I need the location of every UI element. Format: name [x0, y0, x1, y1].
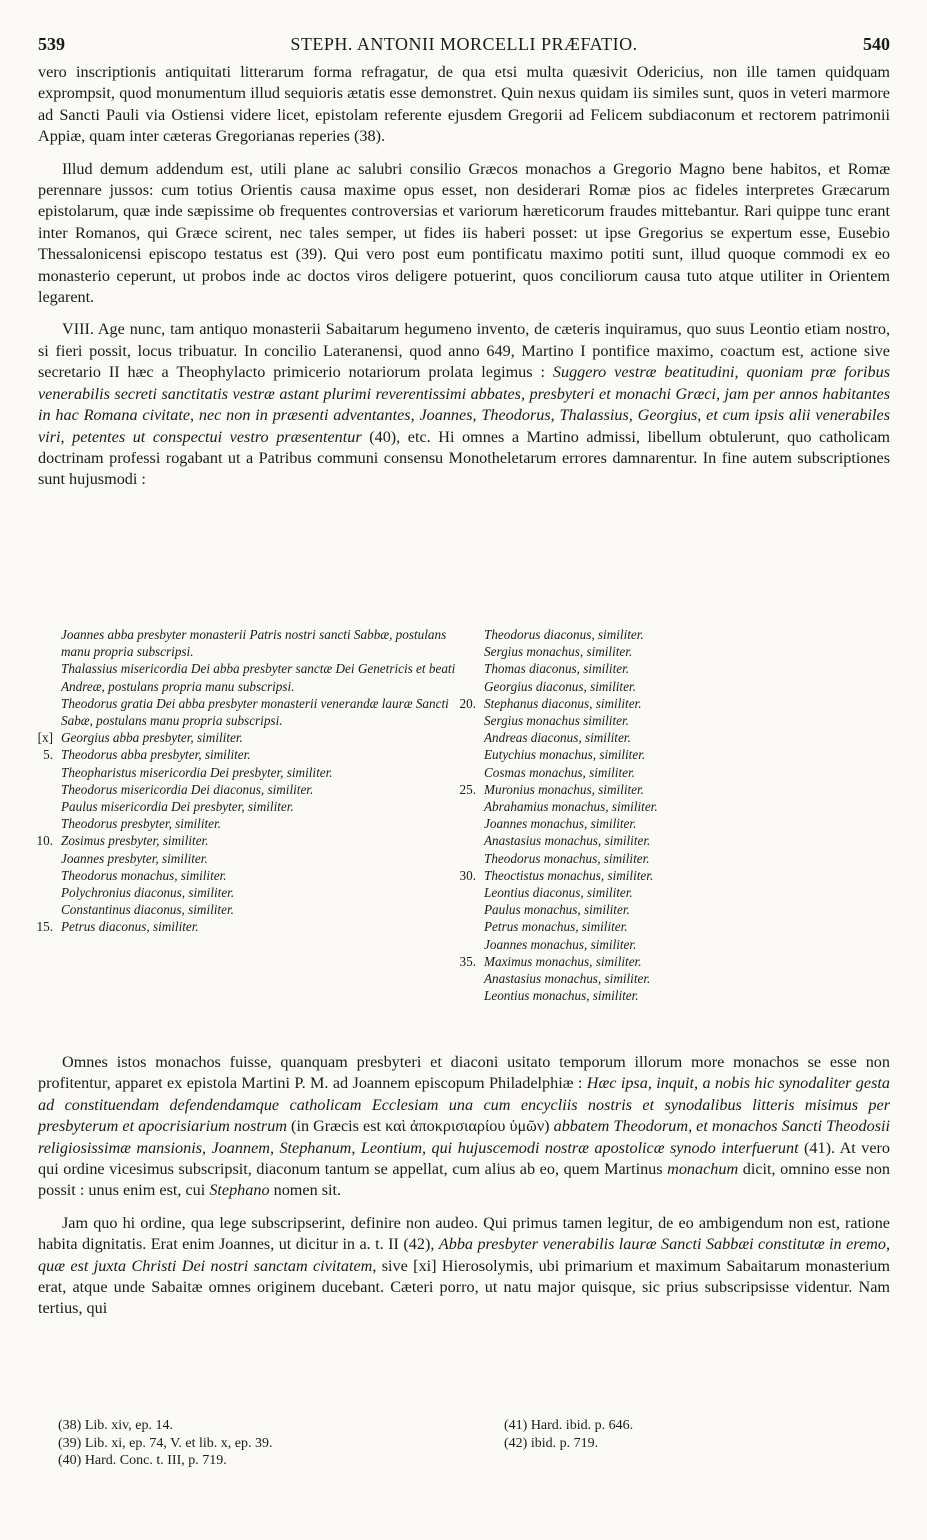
- subscription-entry: [478, 798, 838, 815]
- entry-text: Theoctistus monachus, similiter.: [484, 867, 654, 883]
- footnotes-left: [58, 1417, 488, 1470]
- entry-text: Theodorus presbyter, similiter.: [61, 816, 221, 832]
- subscription-entry: [478, 764, 838, 781]
- omnes-text-e: (41). At vero qui ordine vicesimus subscripsit, diaconum tantum se appellat, cum alius ab eo, quem Martinus: [38, 1138, 890, 1179]
- entry-text: Joannes abba presbyter monasterii Patris nostri sancti Sabbæ, postulans manu propria subscripsi.: [61, 627, 447, 660]
- subscription-entry: [36, 832, 465, 849]
- entry-text: Paulus misericordia Dei presbyter, similiter.: [61, 799, 294, 815]
- footnote: (39) Lib. xi, ep. 74, V. et lib. x, ep. 39.: [58, 1435, 273, 1451]
- footnote: (42) ibid. p. 719.: [504, 1435, 599, 1451]
- entry-number: 25.: [459, 781, 476, 797]
- subscription-entry: [55, 884, 465, 901]
- entry-text: Petrus diaconus, similiter.: [61, 919, 199, 935]
- entry-text: Theodorus misericordia Dei diaconus, similiter.: [61, 781, 314, 797]
- entry-text: Anastasius monachus, similiter.: [484, 833, 651, 849]
- subscription-column-right: [459, 626, 838, 1004]
- omnes-text-a: Omnes istos monachos fuisse, quanquam presbyteri et diaconi usitato temporum illorum more monachos se esse non profitentur, apparet ex epistola Martini P. M. ad Joannem episcopum Philadelphiæ :: [38, 1053, 890, 1093]
- omnes-stephano: Stephano: [209, 1181, 270, 1200]
- entry-text: Maximus monachus, similiter.: [484, 953, 642, 969]
- entry-text: Muronius monachus, similiter.: [484, 781, 644, 797]
- entry-number: 35.: [459, 953, 476, 969]
- entry-text: Leontius monachus, similiter.: [484, 988, 639, 1004]
- page-number-left: 539: [38, 34, 65, 54]
- entry-text: Joannes monachus, similiter.: [484, 816, 637, 832]
- entry-text: Paulus monachus, similiter.: [484, 902, 630, 918]
- entry-number: 10.: [36, 833, 53, 849]
- entry-text: Eutychius monachus, similiter.: [484, 747, 646, 763]
- entry-text: Joannes monachus, similiter.: [484, 936, 637, 952]
- subscription-entry: [459, 695, 838, 712]
- subscription-entry: [55, 850, 465, 867]
- entry-text: Leontius diaconus, similiter.: [484, 885, 633, 901]
- jam-quote: Abba presbyter venerabilis lauræ Sancti Sabbæi constitutæ in eremo, quæ est juxta Christi Dei nostri sanctam civitatem: [38, 1235, 890, 1275]
- subscription-entry: [478, 970, 838, 987]
- entry-text: Abrahamius monachus, similiter.: [484, 799, 658, 815]
- subscription-entry: [55, 781, 465, 798]
- subscription-entry: [459, 867, 838, 884]
- jam-text-c: , sive [xi] Hierosolymis, ubi primarium et maximum Sabaitarum monasterium erat, atque unde Sabaitæ omnes originem ducebant. Cæteri porro, ut natu major quisque, sic prius subscripsisse videntur. Nam tertius, qui: [38, 1256, 890, 1318]
- subscription-entry: [459, 781, 838, 798]
- footnotes-right: [504, 1417, 864, 1452]
- paragraph-continuation: vero inscriptionis antiquitati litterarum forma refragatur, de qua etsi multa quæsivit Odericius, non ille tamen quidquam exprompsit, quod monumentum illud sequioris ætatis esse demonstret. Quin nexus quidam iis similes sunt, quos in veteri marmore ad Sancti Pauli via Ostiensi videre licet, epistolam referente ejusdem Gregorii ad Felicem subdiaconum et rectorem patrimonii Appiæ, quam inter cæteras Gregorianas reperies (38).: [38, 63, 890, 146]
- subscription-entry: [459, 953, 838, 970]
- subscription-entry: [478, 850, 838, 867]
- entry-number: 5.: [43, 747, 53, 763]
- entry-text: Theodorus monachus, similiter.: [484, 850, 650, 866]
- subscription-entry: [55, 901, 465, 918]
- omnes-quote-2: abbatem Theodorum, et monachos Sancti Theodosii religiosissimæ mansionis, Joannem, Stephanum, Leontium, qui hujuscemodi nostræ apostolicæ synodo interfuerunt: [38, 1117, 890, 1157]
- entry-text: Anastasius monachus, similiter.: [484, 971, 651, 987]
- footnote: (40) Hard. Conc. t. III, p. 719.: [58, 1453, 227, 1468]
- entry-text: Georgius abba presbyter, similiter.: [61, 730, 243, 746]
- entry-text: Theodorus diaconus, similiter.: [484, 627, 644, 642]
- subscription-entry: [478, 746, 838, 763]
- subscription-entry: [55, 626, 465, 660]
- entry-text: Zosimus presbyter, similiter.: [61, 833, 209, 849]
- entry-text: Theopharistus misericordia Dei presbyter, similiter.: [61, 764, 333, 780]
- subscription-entry: [37, 729, 465, 746]
- entry-text: Sergius monachus similiter.: [484, 713, 629, 729]
- entry-text: Andreas diaconus, similiter.: [484, 730, 631, 746]
- entry-text: Sergius monachus, similiter.: [484, 644, 633, 660]
- entry-text: Theodorus abba presbyter, similiter.: [61, 747, 251, 763]
- entry-text: Cosmas monachus, similiter.: [484, 764, 635, 780]
- subscription-entry: [478, 643, 838, 660]
- subscription-entry: [43, 746, 465, 763]
- entry-text: Petrus monachus, similiter.: [484, 919, 628, 935]
- subscription-entry: [55, 798, 465, 815]
- subscription-entry: [478, 832, 838, 849]
- subscription-entry: [55, 867, 465, 884]
- main-text-bottom: [38, 1052, 890, 1320]
- omnes-greek: (in Græcis est καὶ ἀποκρισιαρίου ὑμῶν): [287, 1117, 554, 1136]
- subscription-entry: [478, 660, 838, 677]
- omnes-quote-1: Hæc ipsa, inquit, a nobis hic synodaliter gesta ad constituendam defendendamque catholicam Ecclesiam una cum encycliis nostris et synodalibus litteris misimus per presbyterum et apocrisiarium nostrum: [38, 1074, 890, 1136]
- entry-number: 15.: [36, 919, 53, 935]
- entry-text: Theodorus gratia Dei abba presbyter monasterii venerandæ lauræ Sancti Sabæ, postulans manu propria subscripsi.: [61, 695, 449, 729]
- jam-text-a: Jam quo hi ordine, qua lege subscripserint, definire non audeo. Qui primus tamen legitur, de eo ambigendum non est, ratione habita dignitatis. Erat enim Joannes, ut dicitur in a. t. II (42),: [38, 1213, 890, 1254]
- paragraph-jam: [38, 1213, 890, 1320]
- entry-text: Thomas diaconus, similiter.: [484, 661, 630, 677]
- entry-text: Constantinus diaconus, similiter.: [61, 902, 234, 918]
- omnes-text-i: nomen sit.: [269, 1181, 342, 1200]
- entry-text: Theodorus monachus, similiter.: [61, 867, 227, 883]
- paragraph-illud: Illud demum addendum est, utili plane ac salubri consilio Græcos monachos a Gregorio Magno bene habitos, et Romæ perennare jussos: cum totius Orientis causa maxime opus esset, non desiderari Romæ pios ac fideles interpretes Græcarum epistolarum, quæ inde sæpissime ob frequentes controversias et variorum hæreticorum fraudes mittebantur. Rari quippe tunc erant inter Romanos, qui Græce scirent, nec tales semper, ut fides iis haberi posset: ut ipse Gregorius se expertum esse, Eusebio Thessalonicensi episcopo testatus est (39). Qui vero post eum pontificatu maximo potiti sunt, illud quoque commodi ex eo monasterio ceperunt, ut probos inde ac doctos viros deligere potuerint, quos conciliorum causa tuto atque utiliter in Orientem legarent.: [38, 159, 890, 307]
- subscription-column-left: [36, 626, 465, 936]
- viii-text-a: VIII. Age nunc, tam antiquo monasterii Sabaitarum hegumeno invento, de cæteris inquiramus, quo suus Leontio etiam nostro, si fieri possit, locus tribuatur. In concilio Lateranensi, quod anno 649, Martino I pontifice maximo, coactum est, actione sive secretario II hæc a Theophylacto primicerio notariorum prolata legimus :: [38, 320, 890, 382]
- running-title: STEPH. ANTONII MORCELLI PRÆFATIO.: [290, 34, 638, 54]
- main-text-top: [38, 62, 890, 491]
- entry-number: 20.: [459, 695, 476, 711]
- entry-number: 30.: [459, 867, 476, 883]
- viii-text-c: (40), etc. Hi omnes a Martino admissi, libellum obtulerunt, quo catholicam doctrinam professi rogabant ut a Patribus communi consensu Monotheletarum errores damnarentur. In fine autem subscriptiones sunt hujusmodi :: [38, 427, 890, 489]
- footnote: (38) Lib. xiv, ep. 14.: [58, 1418, 173, 1433]
- subscription-entry: [478, 918, 838, 935]
- subscription-entry: [478, 712, 838, 729]
- entry-text: Georgius diaconus, similiter.: [484, 678, 636, 694]
- subscription-entry: [478, 678, 838, 695]
- page-number-right: 540: [863, 34, 890, 54]
- subscription-entry: [478, 729, 838, 746]
- subscription-entry: [478, 884, 838, 901]
- omnes-text-g: dicit, omnino esse non possit : unus enim est, cui: [38, 1160, 891, 1200]
- entry-number: [x]: [37, 730, 53, 746]
- subscription-entry: [478, 987, 838, 1004]
- page-header: [38, 34, 890, 60]
- entry-text: Thalassius misericordia Dei abba presbyter sanctæ Dei Genetricis et beati Andreæ, postulans propria manu subscripsi.: [61, 661, 456, 694]
- subscription-entry: [36, 918, 465, 935]
- subscription-entry: [478, 626, 838, 643]
- subscription-entry: [55, 764, 465, 781]
- entry-text: Stephanus diaconus, similiter.: [484, 695, 642, 711]
- entry-text: Polychronius diaconus, similiter.: [61, 885, 235, 901]
- subscription-entry: [55, 660, 465, 694]
- subscription-entry: [478, 936, 838, 953]
- subscription-entry: [478, 901, 838, 918]
- subscription-entry: [55, 815, 465, 832]
- paragraph-omnes: [38, 1052, 890, 1202]
- entry-text: Joannes presbyter, similiter.: [61, 850, 208, 866]
- subscription-entry: [478, 815, 838, 832]
- footnote: (41) Hard. ibid. p. 646.: [504, 1418, 634, 1433]
- subscription-entry: [55, 695, 465, 729]
- paragraph-viii: [38, 319, 890, 490]
- omnes-monachum: monachum: [667, 1160, 739, 1179]
- viii-quote: Suggero vestræ beatitudini, quoniam præ foribus venerabilis secreti sanctitatis vestræ astant plurimi reverentissimi abbates, presbyteri et monachi Græci, jam per annos habitantes in hac Romana civitate, nec non in præsenti adventantes, Joannes, Theodorus, Thalassius, Georgius, et cum ipsis alii venerabiles viri, petentes ut conspectui vestro præsententur: [38, 363, 891, 446]
